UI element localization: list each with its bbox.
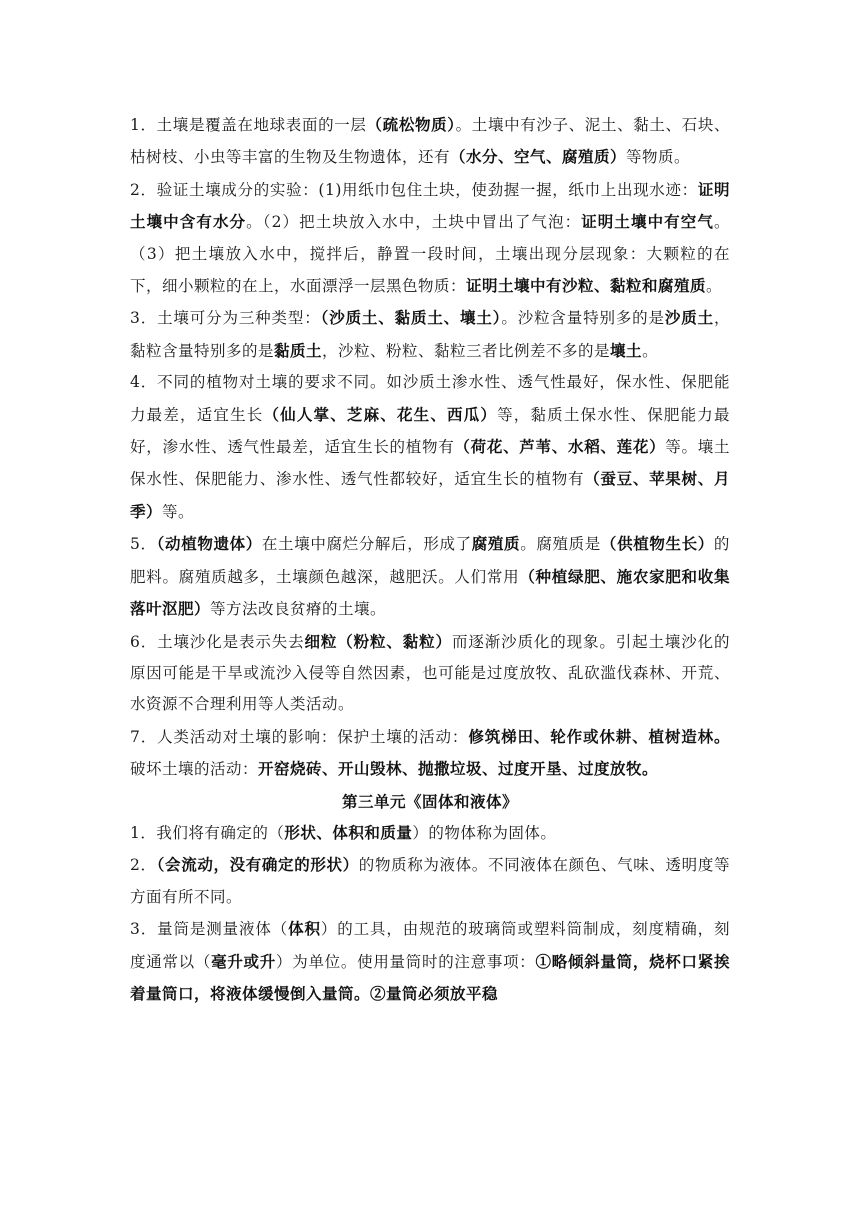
paragraph-unit3-1: 1．我们将有确定的（形状、体积和质量）的物体称为固体。	[130, 822, 557, 842]
paragraph-soil-4: 4．不同的植物对土壤的要求不同。如沙质土渗水性、透气性最好，保水性、保肥能力最差，适宜生长（仙人掌、芝麻、花生、西瓜）等，黏质土保水性、保肥能力最好，渗水性、透气性最差，适宜生长的植物有（荷花、芦苇、水稻、莲花）等。壤土保水性、保肥能力、渗水性、透气性都较好，适宜生长的植物有（蚕豆、苹果树、月季）等。	[130, 373, 730, 521]
paragraph-soil-3: 3．土壤可分为三种类型：（沙质土、黏质土、壤土）。沙粒含量特别多的是沙质土，黏粒含量特别多的是黏质土，沙粒、粉粒、黏粒三者比例差不多的是壤土。	[130, 308, 730, 360]
paragraph-soil-5: 5．（动植物遗体）在土壤中腐烂分解后，形成了腐殖质。腐殖质是（供植物生长）的肥料。腐殖质越多，土壤颜色越深，越肥沃。人们常用（种植绿肥、施农家肥和收集落叶沤肥）等方法改良贫瘠的土壤。	[130, 534, 730, 619]
paragraph-soil-2: 2．验证土壤成分的实验：(1)用纸巾包住土块，使劲握一握，纸巾上出现水迹：证明土壤中含有水分。（2）把土块放入水中，土块中冒出了气泡：证明土壤中有空气。（3）把土壤放入水中，搅拌后，静置一段时间，土壤出现分层现象：大颗粒的在下，细小颗粒的在上，水面漂浮一层黑色物质：证明土壤中有沙粒、黏粒和腐殖质。	[130, 179, 730, 296]
paragraph-unit3-2: 2．（会流动，没有确定的形状）的物质称为液体。不同液体在颜色、气味、透明度等方面有所不同。	[130, 855, 730, 906]
paragraph-unit3-3: 3．量筒是测量液体（体积）的工具，由规范的玻璃筒或塑料筒制成，刻度精确，刻度通常以（毫升或升）为单位。使用量筒时的注意事项：①略倾斜量筒，烧杯口紧挨着量筒口，将液体缓慢倒入量筒。②量筒必须放平稳	[130, 919, 730, 1003]
paragraph-soil-6: 6．土壤沙化是表示失去细粒（粉粒、黏粒）而逐渐沙质化的现象。引起土壤沙化的原因可能是干旱或流沙入侵等自然因素，也可能是过度放牧、乱砍滥伐森林、开荒、水资源不合理利用等人类活动。	[130, 631, 730, 714]
document-body	[130, 109, 730, 1010]
paragraph-soil-7: 7．人类活动对土壤的影响：保护土壤的活动：修筑梯田、轮作或休耕、植树造林。破坏土壤的活动：开窑烧砖、开山毁林、抛撒垃圾、过度开垦、过度放牧。	[130, 726, 730, 779]
paragraph-soil-1: 1．土壤是覆盖在地球表面的一层（疏松物质）。土壤中有沙子、泥土、黏土、石块、枯树枝、小虫等丰富的生物及生物遗体，还有（水分、空气、腐殖质）等物质。	[130, 115, 730, 167]
unit-heading: 第三单元《固体和液体》	[341, 791, 518, 811]
